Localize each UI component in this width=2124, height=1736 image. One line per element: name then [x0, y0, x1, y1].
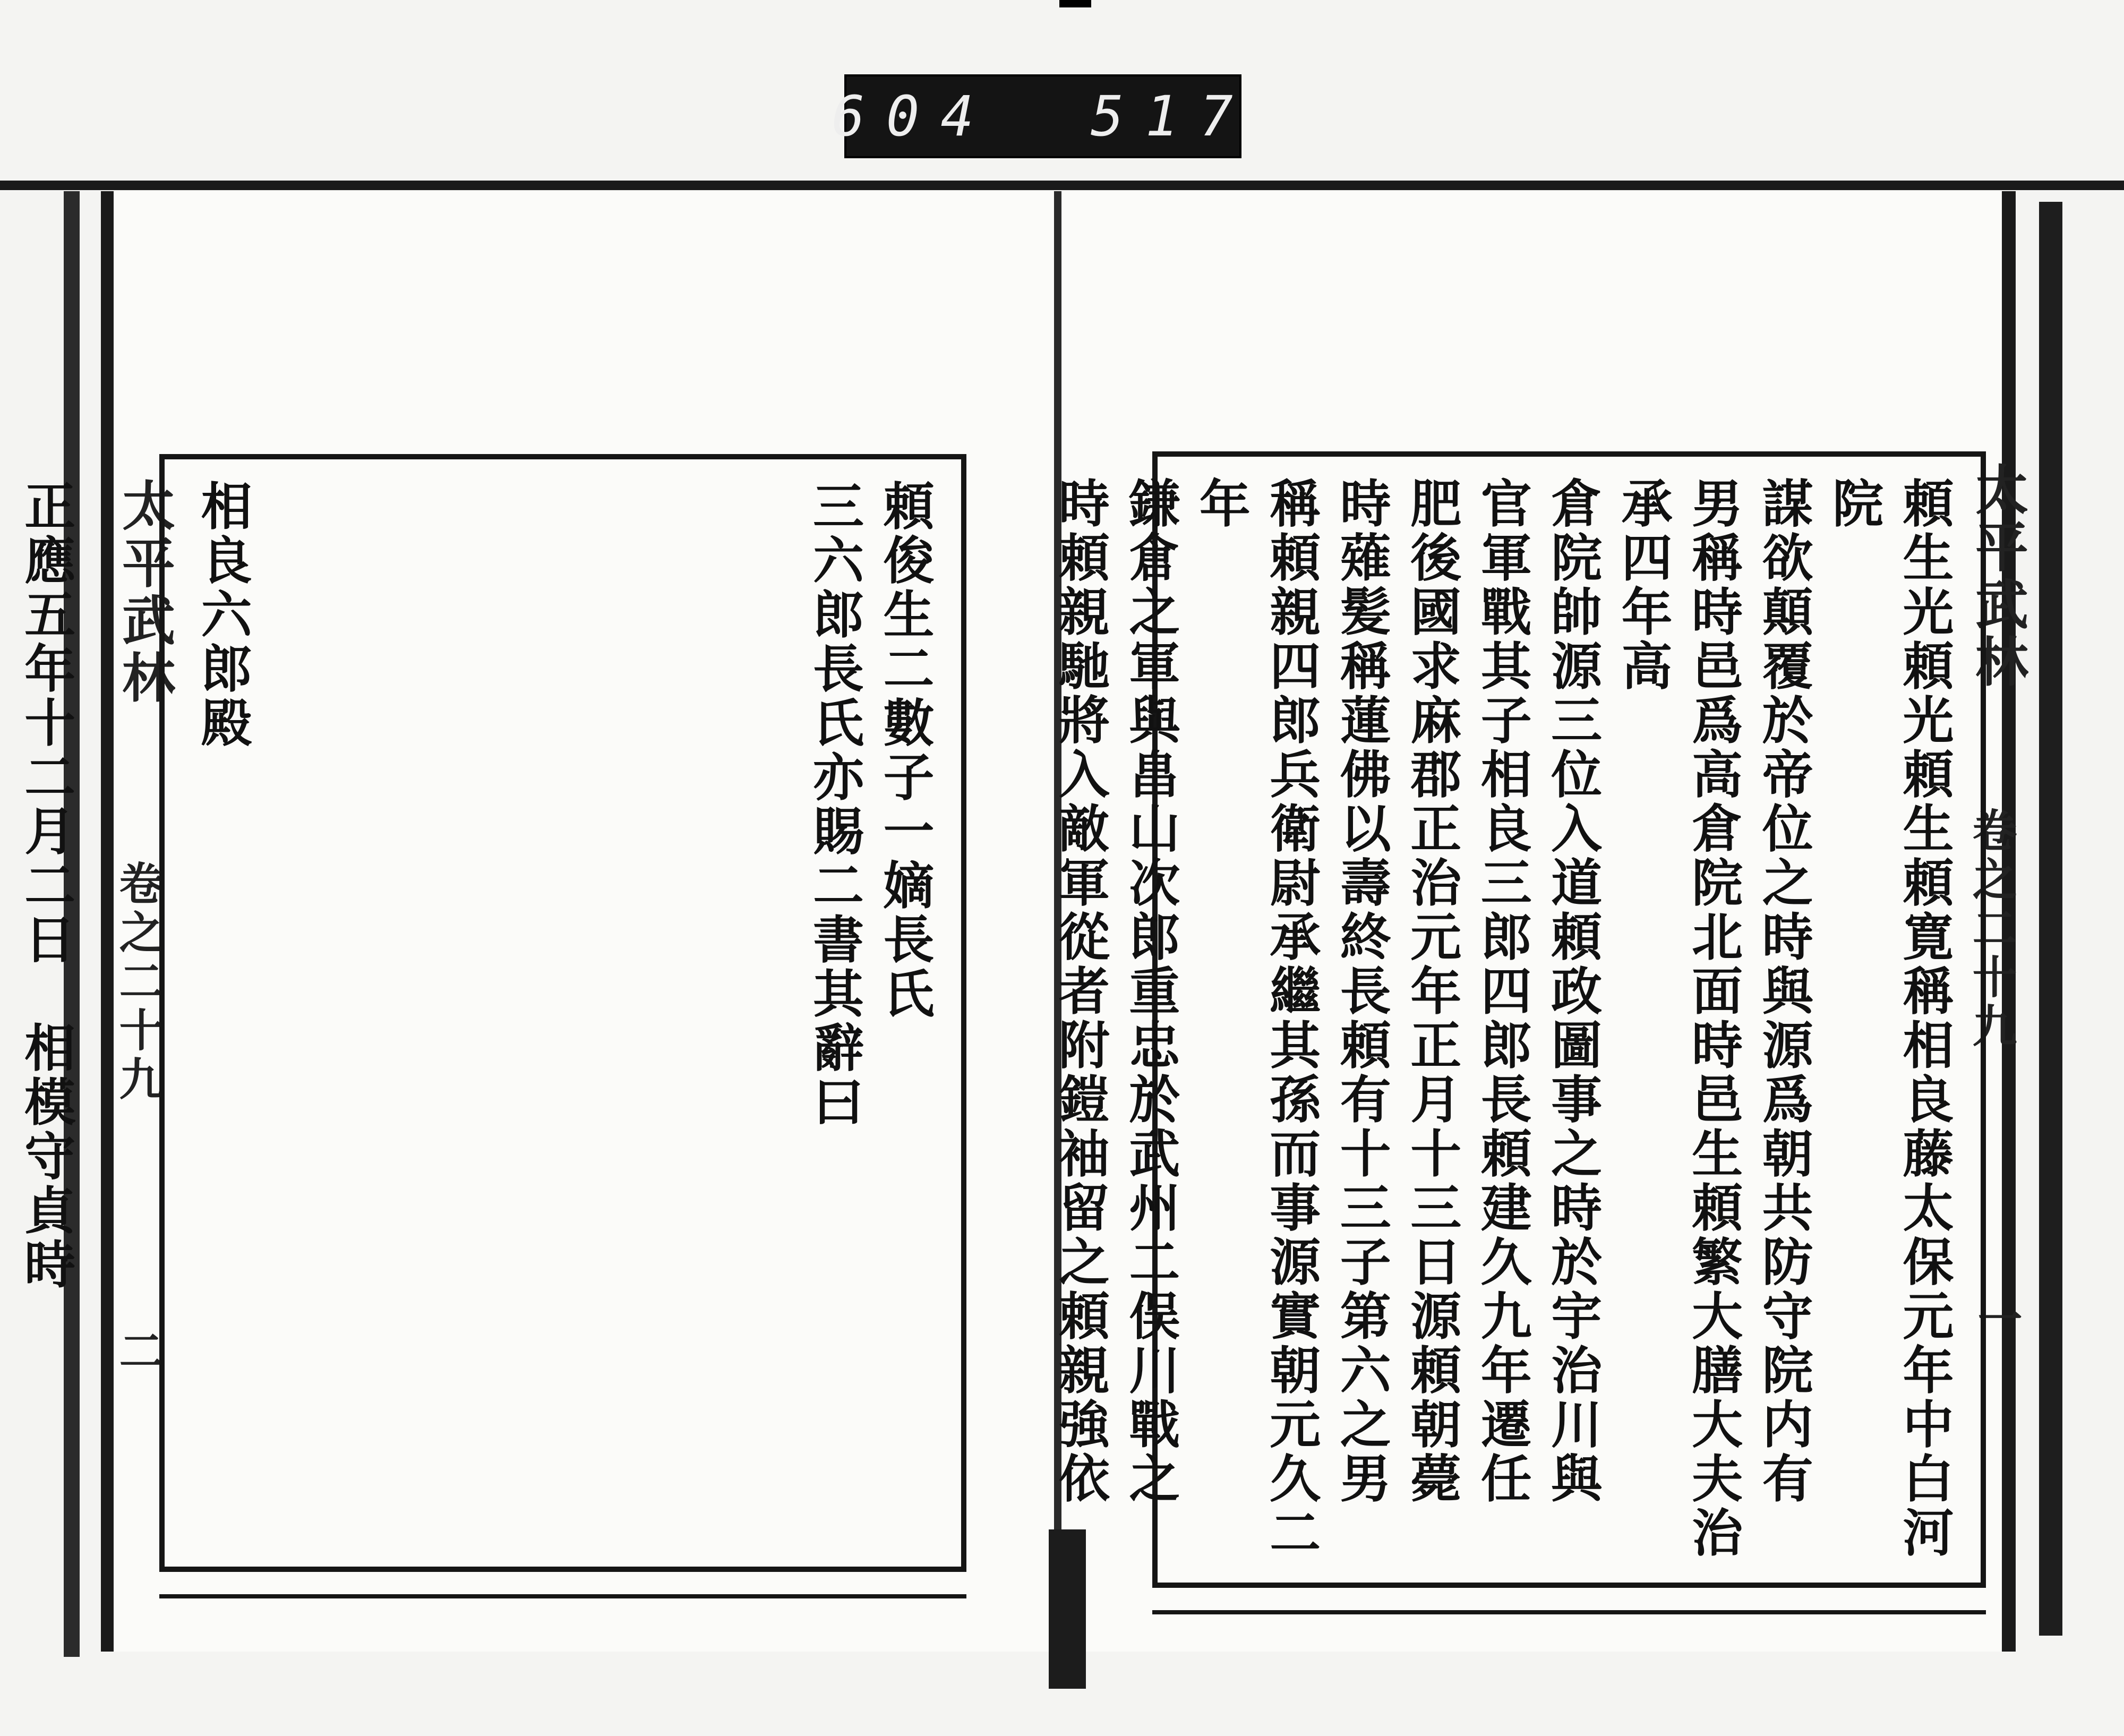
right-line-7: 時薙髪稱蓮佛以壽終長頼有十三子第六之男 — [1332, 477, 1392, 1506]
right-hashira-page-number: 一 — [1971, 1296, 2023, 1345]
left-hashira-page-number: 二 — [112, 1328, 165, 1376]
call-number-plate — [832, 74, 1254, 158]
right-hashira-volume: 卷之二十九 — [1965, 807, 2018, 1051]
right-frame-bottom-rule — [1152, 1610, 1986, 1614]
right-hashira-title: 太平武林 — [1966, 462, 2029, 691]
right-edge-strip — [2039, 202, 2062, 1636]
right-line-4: 倉院帥源三位入道頼政圖事之時於宇治川與 — [1543, 477, 1603, 1506]
right-text-frame — [1050, 451, 1986, 1588]
left-addressee: 相良六郎殿 — [193, 480, 253, 750]
right-line-1: 頼生光頼光頼生頼寛稱相良藤太保元年中白河院 — [1824, 477, 1955, 1560]
right-line-5: 官軍戰其子相良三郎四郎長頼建久九年遷任 — [1472, 477, 1533, 1506]
call-number-right: 517 — [1091, 84, 1254, 149]
left-line-5 — [0, 480, 11, 1545]
call-number-left: 604 — [832, 84, 995, 149]
right-line-2: 謀欲顛覆於帝位之時與源爲朝共防守院内有 — [1754, 477, 1814, 1506]
right-line-9: 鎌倉之軍與畠山次郎重忠於武州二俣川戰之 — [1120, 477, 1181, 1506]
right-line-10: 時頼親馳將入敵軍從者附鎧袖留之頼親強依 — [1050, 477, 1111, 1506]
left-line-2: 三六郎長氏亦賜二書其辭曰 — [804, 480, 865, 1130]
right-line-8: 稱頼親四郎兵衛尉承繼其孫而事源實朝元久二年 — [1191, 477, 1322, 1560]
left-date-line: 正應五年十二月二日 相模守貞時 — [16, 480, 76, 1292]
left-hashira-volume: 卷之二十九 — [112, 860, 165, 1105]
left-frame-bottom-rule — [159, 1594, 966, 1598]
top-rule — [0, 181, 2124, 190]
left-line-1: 頼俊生二數子一嫡長氏 — [875, 480, 935, 1021]
binding-mark — [1059, 0, 1091, 7]
left-hashira-title: 太平武林 — [113, 478, 176, 707]
right-line-6: 肥後國求麻郡正治元年正月十三日源頼朝薨 — [1402, 477, 1462, 1506]
right-line-3: 男稱時邑爲高倉院北面時邑生頼繁大膳大夫治承四年高 — [1613, 477, 1744, 1560]
right-text-column-block — [1050, 477, 1959, 1561]
